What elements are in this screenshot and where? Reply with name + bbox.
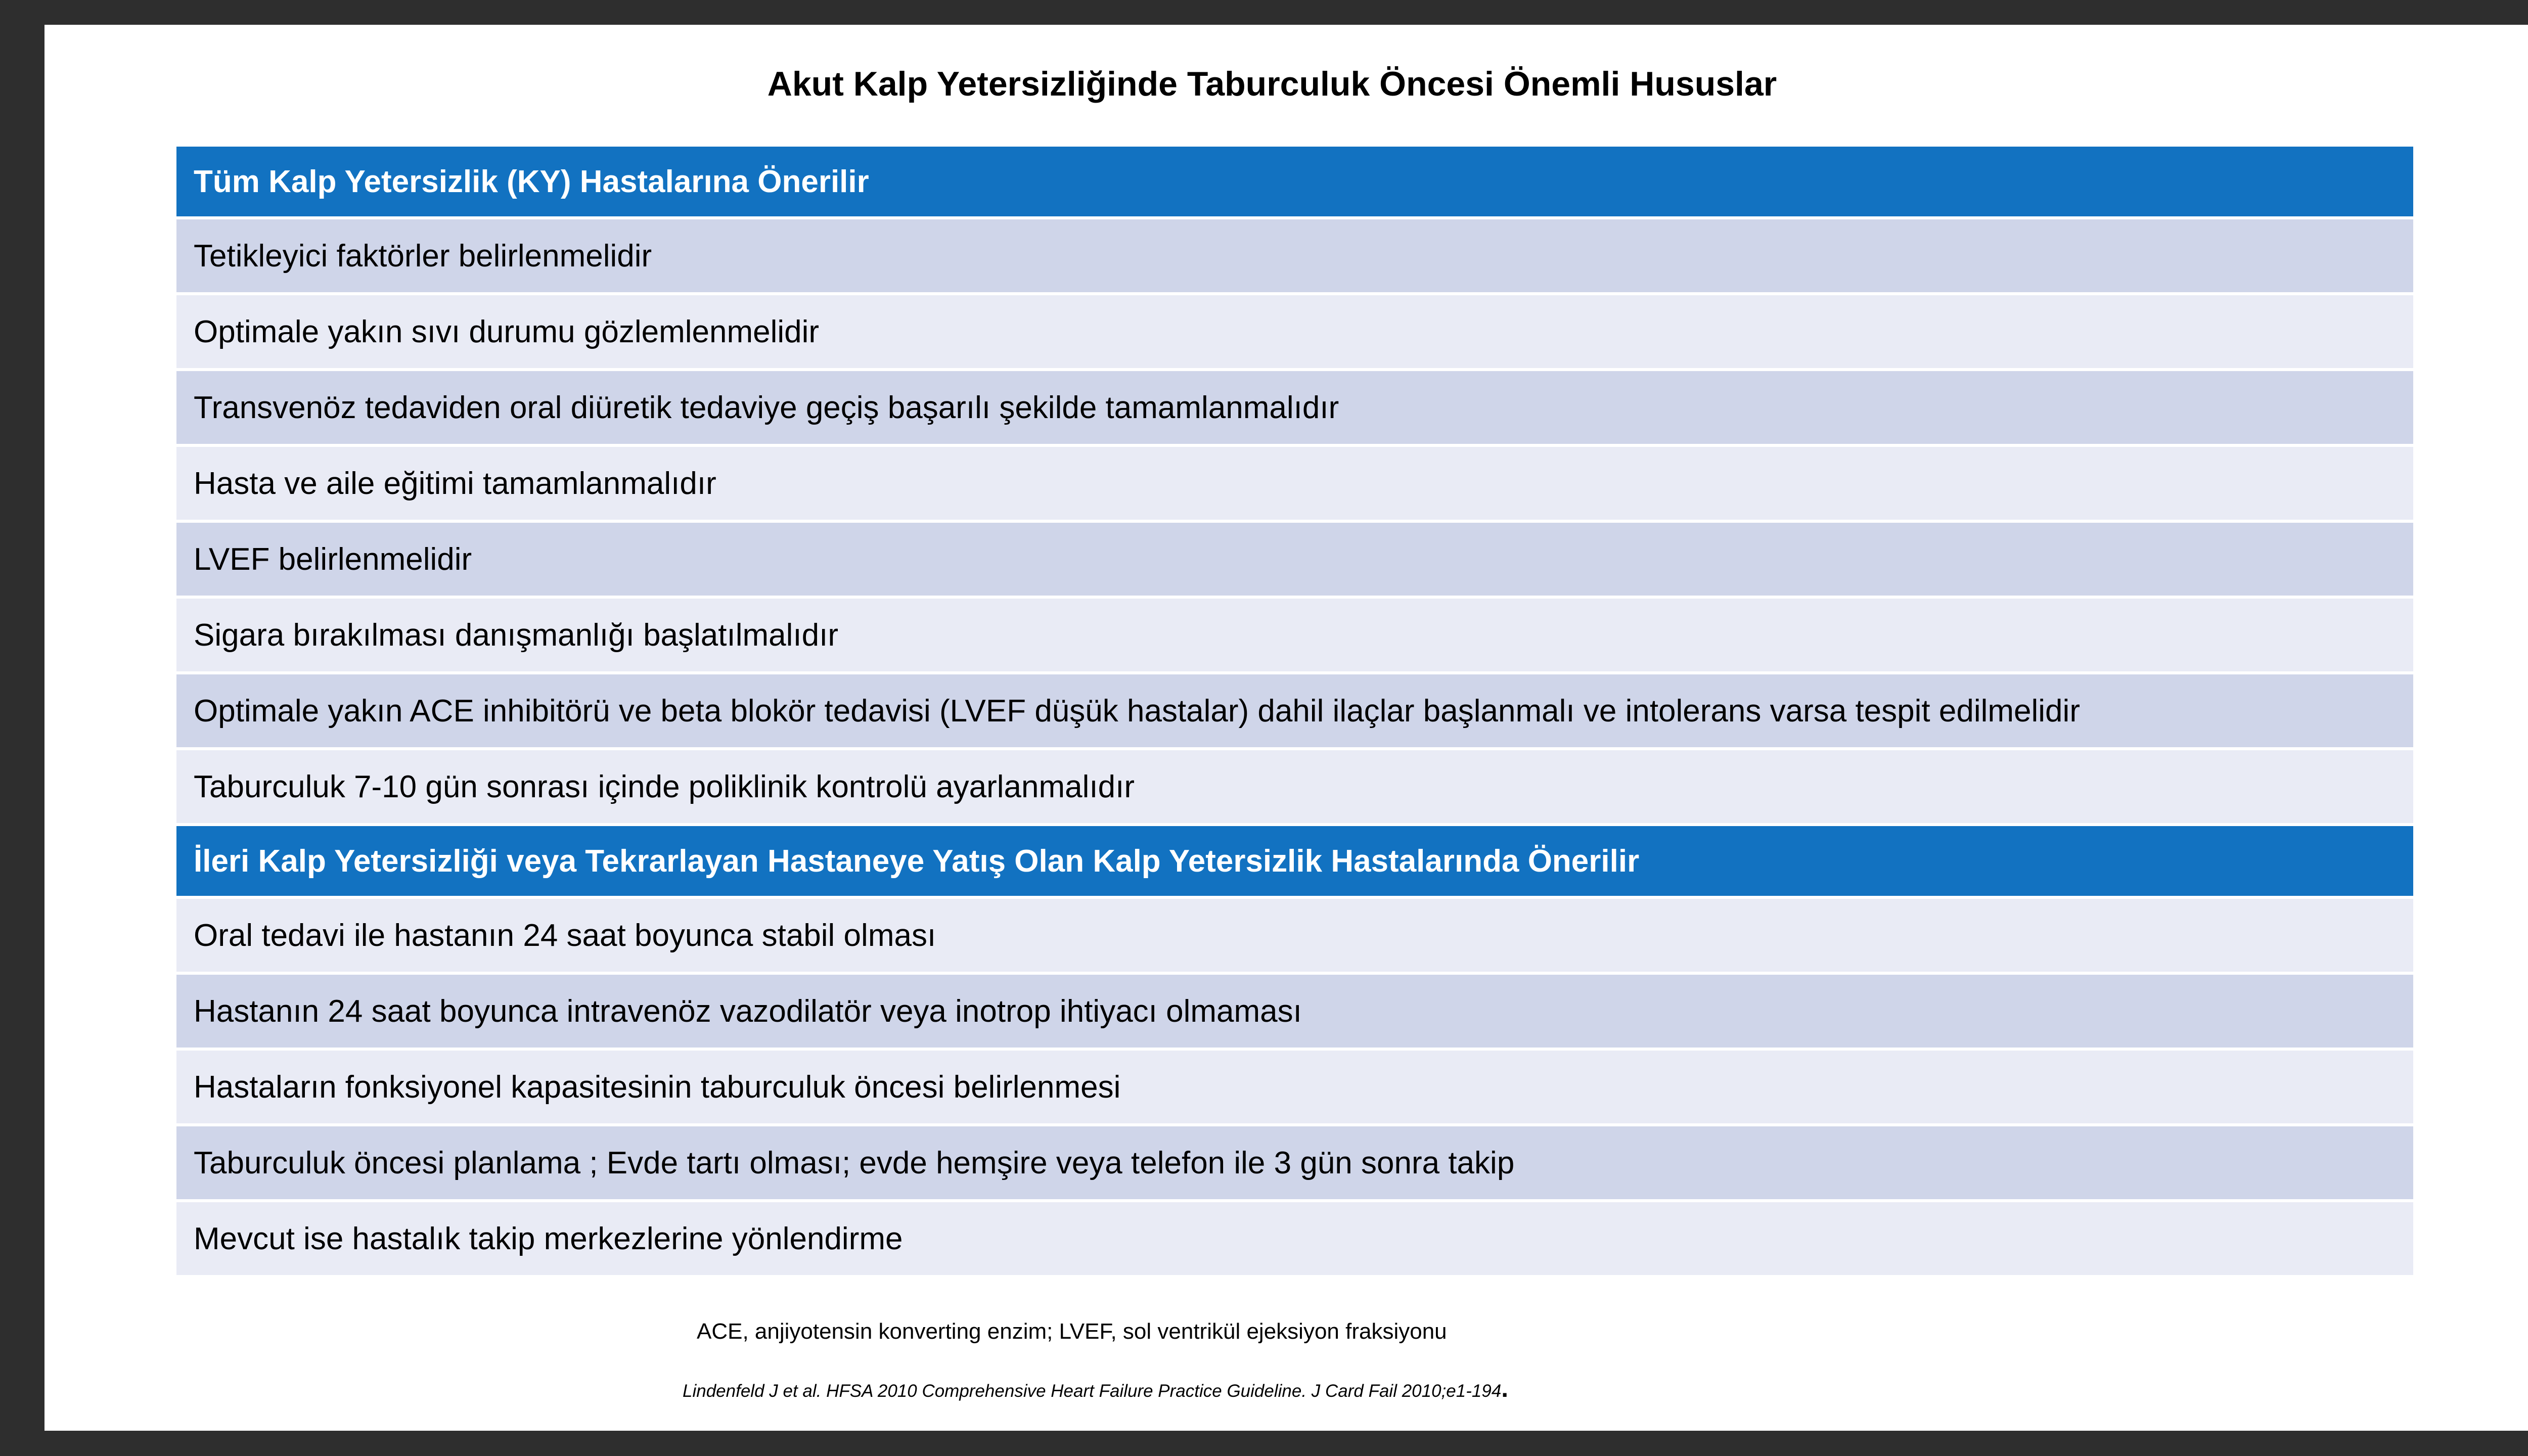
recommendations-table — [176, 147, 2413, 1278]
table-row: Transvenöz tedaviden oral diüretik tedaviye geçiş başarılı şekilde tamamlanmalıdır — [176, 371, 2413, 444]
section-header-advanced-patients: İleri Kalp Yetersizliği veya Tekrarlayan Hastaneye Yatış Olan Kalp Yetersizlik Hastalarında Önerilir — [176, 826, 2413, 896]
table-row: Sigara bırakılması danışmanlığı başlatılmalıdır — [176, 599, 2413, 671]
table-row: Mevcut ise hastalık takip merkezlerine yönlendirme — [176, 1202, 2413, 1275]
slide-title: Akut Kalp Yetersizliğinde Taburculuk Öncesi Önemli Hususlar — [767, 65, 1777, 103]
table-row: Hastanın 24 saat boyunca intravenöz vazodilatör veya inotrop ihtiyacı olmaması — [176, 975, 2413, 1048]
reference-end-dot: . — [1501, 1374, 1509, 1402]
table-row: Taburculuk öncesi planlama ; Evde tartı olması; evde hemşire veya telefon ile 3 gün sonra takip — [176, 1126, 2413, 1199]
table-row: Hastaların fonksiyonel kapasitesinin taburculuk öncesi belirlenmesi — [176, 1051, 2413, 1123]
section-header-all-patients: Tüm Kalp Yetersizlik (KY) Hastalarına Önerilir — [176, 147, 2413, 216]
reference-text: Lindenfeld J et al. HFSA 2010 Comprehensive Heart Failure Practice Guideline. J Card Fail 2010;e1-194 — [683, 1381, 1502, 1401]
table-row: Hasta ve aile eğitimi tamamlanmalıdır — [176, 447, 2413, 520]
table-row: LVEF belirlenmelidir — [176, 523, 2413, 596]
slide — [44, 25, 2528, 1431]
table-row: Optimale yakın sıvı durumu gözlemlenmelidir — [176, 295, 2413, 368]
table-row: Oral tedavi ile hastanın 24 saat boyunca stabil olması — [176, 899, 2413, 972]
abbreviations-footnote: ACE, anjiyotensin konverting enzim; LVEF, sol ventrikül ejeksiyon fraksiyonu — [697, 1319, 1447, 1344]
reference-citation — [683, 1374, 1508, 1403]
table-row: Taburculuk 7-10 gün sonrası içinde poliklinik kontrolü ayarlanmalıdır — [176, 750, 2413, 823]
table-row: Optimale yakın ACE inhibitörü ve beta blokör tedavisi (LVEF düşük hastalar) dahil ilaçlar başlanmalı ve intolerans varsa tespit edilmelidir — [176, 674, 2413, 747]
table-row: Tetikleyici faktörler belirlenmelidir — [176, 219, 2413, 292]
